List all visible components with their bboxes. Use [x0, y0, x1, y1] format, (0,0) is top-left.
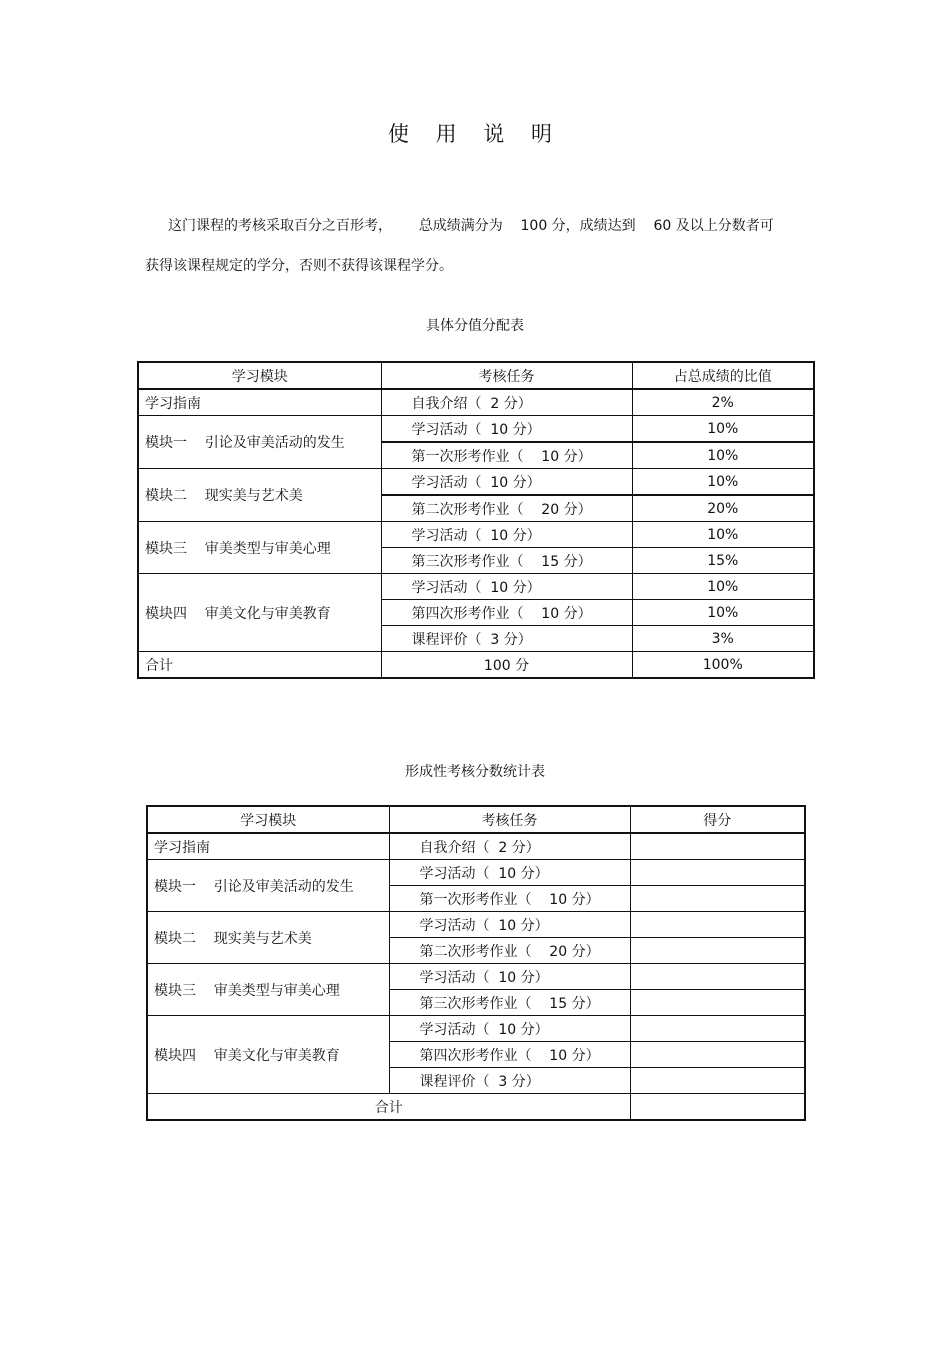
ratio-cell: 15% [632, 548, 814, 574]
score-cell[interactable] [630, 1016, 805, 1042]
score-cell[interactable] [630, 886, 805, 912]
task-cell: 第三次形考作业（ 15 分） [381, 548, 632, 574]
total-score: 100 分 [381, 652, 632, 679]
task-cell: 第四次形考作业（ 10 分） [389, 1042, 630, 1068]
header-ratio: 占总成绩的比值 [632, 362, 814, 389]
task-cell: 课程评价（ 3 分） [381, 626, 632, 652]
ratio-cell: 10% [632, 416, 814, 443]
ratio-cell: 10% [632, 574, 814, 600]
task-cell: 学习活动（ 10 分） [381, 522, 632, 548]
ratio-cell: 3% [632, 626, 814, 652]
header-score: 得分 [630, 806, 805, 833]
header-task: 考核任务 [381, 362, 632, 389]
module-cell: 学习指南 [147, 833, 389, 860]
table-row [138, 389, 814, 416]
table-row [147, 1016, 805, 1042]
table2-caption: 形成性考核分数统计表 [405, 764, 545, 780]
task-cell: 学习活动（ 10 分） [381, 416, 632, 443]
table-row [147, 912, 805, 938]
ratio-cell: 10% [632, 600, 814, 626]
total-ratio: 100% [632, 652, 814, 679]
table-row [138, 574, 814, 600]
module-cell: 模块三 审美类型与审美心理 [147, 964, 389, 1016]
task-cell: 学习活动（ 10 分） [381, 469, 632, 496]
score-cell[interactable] [630, 990, 805, 1016]
module-cell: 模块四 审美文化与审美教育 [138, 574, 381, 652]
intro-line-2: 获得该课程规定的学分，否则不获得该课程学分。 [145, 258, 453, 274]
score-cell[interactable] [630, 912, 805, 938]
header-module: 学习模块 [138, 362, 381, 389]
score-allocation-table [137, 361, 815, 679]
task-cell: 学习活动（ 10 分） [389, 860, 630, 886]
score-cell[interactable] [630, 833, 805, 860]
task-cell: 学习活动（ 10 分） [381, 574, 632, 600]
module-cell: 模块二 现实美与艺术美 [138, 469, 381, 522]
table-row [147, 964, 805, 990]
total-score-cell[interactable] [630, 1094, 805, 1121]
formative-score-table [146, 805, 806, 1121]
ratio-cell: 2% [632, 389, 814, 416]
table-row [138, 522, 814, 548]
score-cell[interactable] [630, 1042, 805, 1068]
ratio-cell: 20% [632, 495, 814, 522]
score-cell[interactable] [630, 860, 805, 886]
ratio-cell: 10% [632, 469, 814, 496]
task-cell: 第四次形考作业（ 10 分） [381, 600, 632, 626]
ratio-cell: 10% [632, 442, 814, 469]
score-cell[interactable] [630, 964, 805, 990]
table-row [138, 416, 814, 443]
intro-line-1: 这门课程的考核采取百分之百形考， 总成绩满分为 100 分，成绩达到 60 及以上分数者可 [168, 218, 774, 234]
module-cell: 模块一 引论及审美活动的发生 [138, 416, 381, 469]
task-cell: 第一次形考作业（ 10 分） [381, 442, 632, 469]
header-module: 学习模块 [147, 806, 389, 833]
task-cell: 第二次形考作业（ 20 分） [381, 495, 632, 522]
table-header-row [138, 362, 814, 389]
task-cell: 学习活动（ 10 分） [389, 912, 630, 938]
table1-caption: 具体分值分配表 [426, 318, 524, 334]
table-row [138, 469, 814, 496]
module-cell: 模块三 审美类型与审美心理 [138, 522, 381, 574]
task-cell: 自我介绍（ 2 分） [381, 389, 632, 416]
total-row [138, 652, 814, 679]
task-cell: 第三次形考作业（ 15 分） [389, 990, 630, 1016]
task-cell: 学习活动（ 10 分） [389, 1016, 630, 1042]
score-cell[interactable] [630, 938, 805, 964]
module-cell: 模块二 现实美与艺术美 [147, 912, 389, 964]
task-cell: 学习活动（ 10 分） [389, 964, 630, 990]
score-cell[interactable] [630, 1068, 805, 1094]
table-row [147, 860, 805, 886]
module-cell: 模块四 审美文化与审美教育 [147, 1016, 389, 1094]
table-row [147, 833, 805, 860]
task-cell: 课程评价（ 3 分） [389, 1068, 630, 1094]
ratio-cell: 10% [632, 522, 814, 548]
module-cell: 模块一 引论及审美活动的发生 [147, 860, 389, 912]
task-cell: 第二次形考作业（ 20 分） [389, 938, 630, 964]
table-header-row [147, 806, 805, 833]
total-label: 合计 [138, 652, 381, 679]
task-cell: 第一次形考作业（ 10 分） [389, 886, 630, 912]
header-task: 考核任务 [389, 806, 630, 833]
total-label: 合计 [147, 1094, 630, 1121]
module-cell: 学习指南 [138, 389, 381, 416]
task-cell: 自我介绍（ 2 分） [389, 833, 630, 860]
total-row [147, 1094, 805, 1121]
page-title: 使 用 说 明 [387, 122, 563, 146]
